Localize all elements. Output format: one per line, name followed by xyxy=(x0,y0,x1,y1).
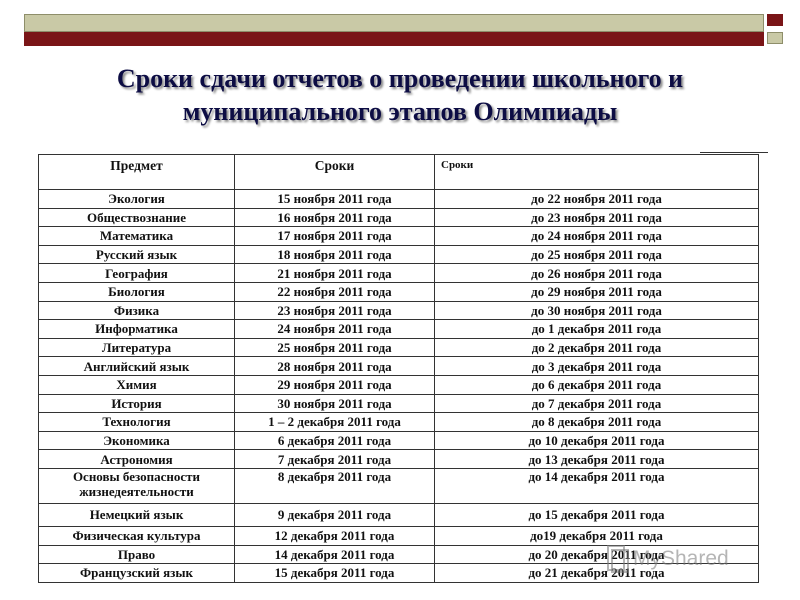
cell-date: 17 ноября 2011 года xyxy=(235,227,435,246)
cell-date: 29 ноября 2011 года xyxy=(235,375,435,394)
cell-deadline: до 23 ноября 2011 года xyxy=(435,208,759,227)
cell-date: 14 декабря 2011 года xyxy=(235,545,435,564)
cell-date: 12 декабря 2011 года xyxy=(235,526,435,545)
cell-deadline: до 13 декабря 2011 года xyxy=(435,450,759,469)
table-row xyxy=(39,245,759,264)
cell-date: 15 ноября 2011 года xyxy=(235,190,435,209)
cell-deadline: до 14 декабря 2011 года xyxy=(435,468,759,503)
cell-deadline: до 15 декабря 2011 года xyxy=(435,503,759,526)
table-row xyxy=(39,545,759,564)
cell-deadline: до 10 декабря 2011 года xyxy=(435,431,759,450)
cell-subject: История xyxy=(39,394,235,413)
cell-subject: Информатика xyxy=(39,320,235,339)
cell-date: 6 декабря 2011 года xyxy=(235,431,435,450)
table-row xyxy=(39,431,759,450)
header-subject: Предмет xyxy=(39,155,235,190)
table-row xyxy=(39,503,759,526)
table-row xyxy=(39,357,759,376)
schedule-table xyxy=(38,154,759,583)
header-report-dates: Сроки xyxy=(435,155,759,190)
cell-subject: Астрономия xyxy=(39,450,235,469)
cell-date: 21 ноября 2011 года xyxy=(235,264,435,283)
cell-date: 18 ноября 2011 года xyxy=(235,245,435,264)
cell-subject: Экология xyxy=(39,190,235,209)
cell-deadline: до 7 декабря 2011 года xyxy=(435,394,759,413)
cell-deadline: до 25 ноября 2011 года xyxy=(435,245,759,264)
cell-date: 23 ноября 2011 года xyxy=(235,301,435,320)
cell-deadline: до 22 ноября 2011 года xyxy=(435,190,759,209)
watermark-text: MyShared xyxy=(633,547,729,570)
table-row xyxy=(39,468,759,503)
cell-subject: Биология xyxy=(39,282,235,301)
cell-deadline: до 30 ноября 2011 года xyxy=(435,301,759,320)
table-row xyxy=(39,320,759,339)
table-row xyxy=(39,301,759,320)
header-band-dark xyxy=(24,32,764,46)
cell-subject: Физика xyxy=(39,301,235,320)
cell-date: 25 ноября 2011 года xyxy=(235,338,435,357)
cell-subject: Физическая культура xyxy=(39,526,235,545)
cell-deadline: до 20 декабря 2011 года xyxy=(435,545,759,564)
table-row xyxy=(39,282,759,301)
cell-subject: Русский язык xyxy=(39,245,235,264)
cell-subject: Английский язык xyxy=(39,357,235,376)
cell-deadline: до19 декабря 2011 года xyxy=(435,526,759,545)
table-header-row xyxy=(39,155,759,190)
cell-subject: Право xyxy=(39,545,235,564)
cell-deadline: до 24 ноября 2011 года xyxy=(435,227,759,246)
table-row xyxy=(39,190,759,209)
cell-deadline: до 1 декабря 2011 года xyxy=(435,320,759,339)
cell-deadline: до 29 ноября 2011 года xyxy=(435,282,759,301)
table-row xyxy=(39,394,759,413)
table-row xyxy=(39,526,759,545)
table-row xyxy=(39,375,759,394)
header-dates: Сроки xyxy=(235,155,435,190)
table-row xyxy=(39,338,759,357)
cell-date: 1 – 2 декабря 2011 года xyxy=(235,413,435,432)
cell-subject: Химия xyxy=(39,375,235,394)
cell-subject: Экономика xyxy=(39,431,235,450)
cell-subject: Основы безопасности жизнедеятельности xyxy=(39,468,235,503)
cell-subject: Литература xyxy=(39,338,235,357)
corner-square-dark xyxy=(767,14,783,26)
slide-title: Сроки сдачи отчетов о проведении школьного и муниципального этапов Олимпиады xyxy=(116,64,684,126)
table-row xyxy=(39,208,759,227)
cell-deadline: до 8 декабря 2011 года xyxy=(435,413,759,432)
cell-date: 28 ноября 2011 года xyxy=(235,357,435,376)
cell-date: 7 декабря 2011 года xyxy=(235,450,435,469)
cell-date: 8 декабря 2011 года xyxy=(235,468,435,503)
cell-date: 15 декабря 2011 года xyxy=(235,564,435,583)
cell-date: 9 декабря 2011 года xyxy=(235,503,435,526)
cell-deadline: до 3 декабря 2011 года xyxy=(435,357,759,376)
cell-subject: Математика xyxy=(39,227,235,246)
table-row xyxy=(39,564,759,583)
cell-subject: Немецкий язык xyxy=(39,503,235,526)
table-row xyxy=(39,264,759,283)
cell-date: 30 ноября 2011 года xyxy=(235,394,435,413)
corner-square-light xyxy=(767,32,783,44)
table-row xyxy=(39,450,759,469)
cell-subject: География xyxy=(39,264,235,283)
header-band-light xyxy=(24,14,764,32)
cell-deadline: до 2 декабря 2011 года xyxy=(435,338,759,357)
cell-deadline: до 6 декабря 2011 года xyxy=(435,375,759,394)
cell-deadline: до 21 декабря 2011 года xyxy=(435,564,759,583)
table-top-line xyxy=(700,152,768,153)
cell-date: 16 ноября 2011 года xyxy=(235,208,435,227)
cell-deadline: до 26 ноября 2011 года xyxy=(435,264,759,283)
cell-subject: Французский язык xyxy=(39,564,235,583)
table-row xyxy=(39,227,759,246)
table-row xyxy=(39,413,759,432)
cell-subject: Технология xyxy=(39,413,235,432)
cell-date: 22 ноября 2011 года xyxy=(235,282,435,301)
cell-date: 24 ноября 2011 года xyxy=(235,320,435,339)
cell-subject: Обществознание xyxy=(39,208,235,227)
